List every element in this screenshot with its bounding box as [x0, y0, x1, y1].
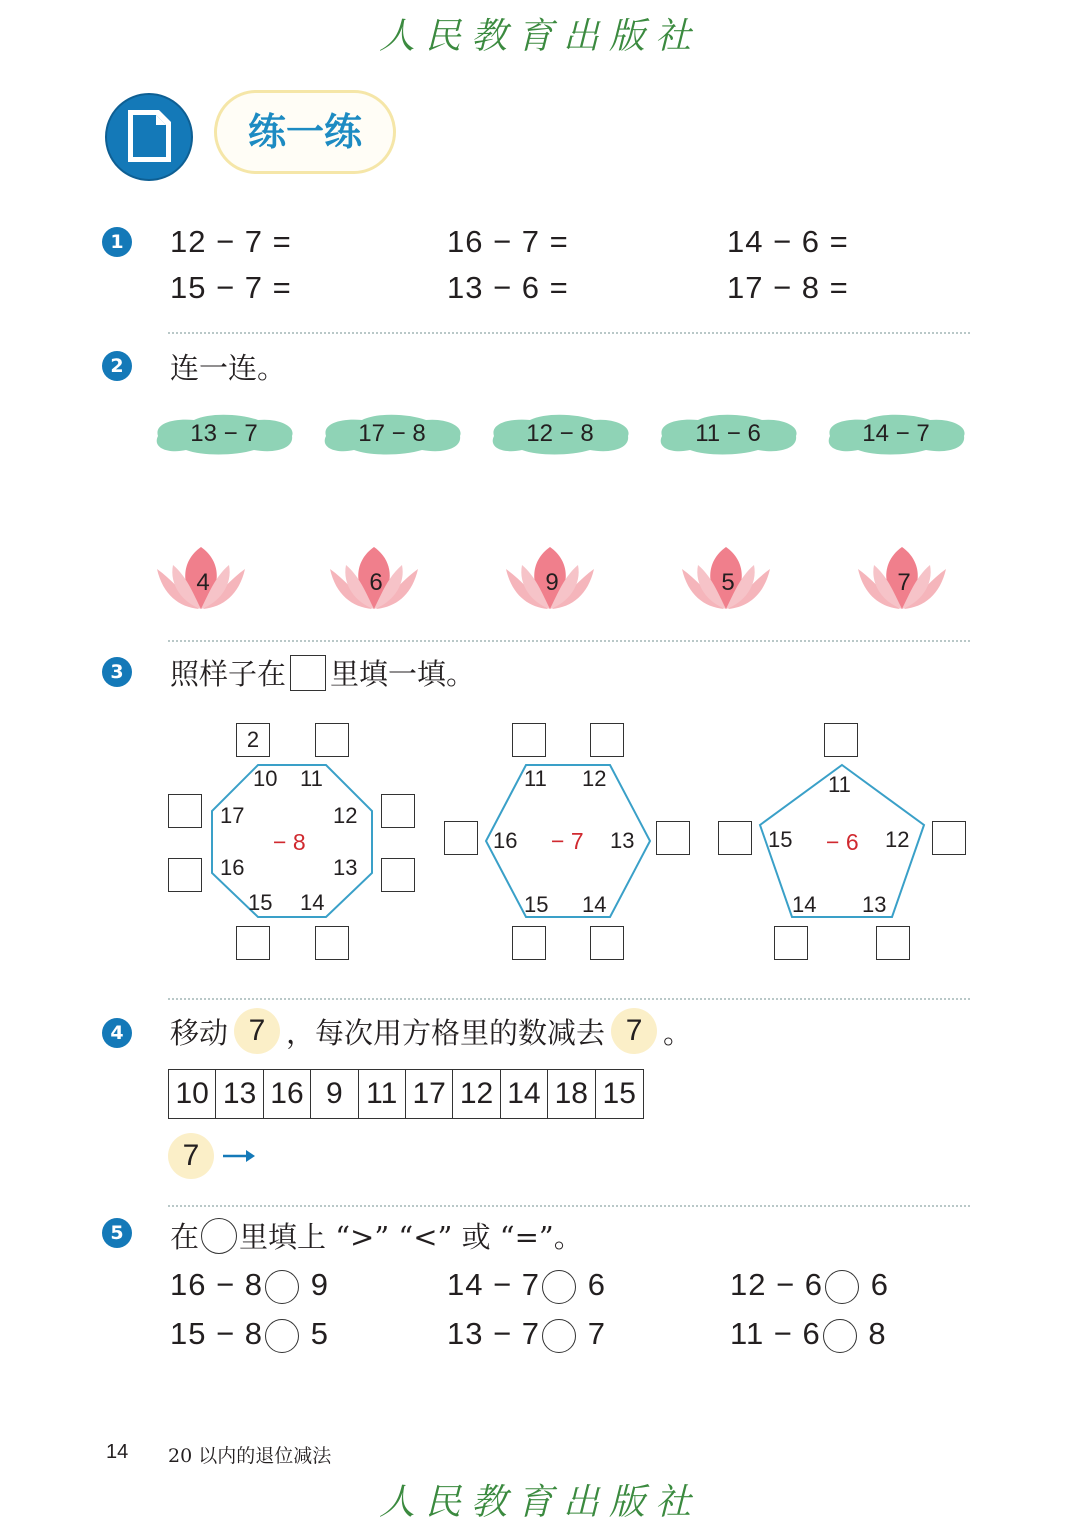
compare-right: 8 [868, 1316, 887, 1351]
compare-right: 5 [310, 1316, 329, 1351]
strip-cell: 14 [501, 1070, 548, 1118]
question-1-badge: 1 [102, 227, 132, 257]
strip-cell: 12 [453, 1070, 500, 1118]
divider [168, 640, 970, 642]
pentagon-number: 13 [862, 892, 887, 917]
hexagon-number: 16 [493, 828, 518, 853]
hexagon-number: 12 [582, 766, 607, 791]
answer-circle[interactable] [265, 1319, 299, 1353]
q5-title-a: 在 [170, 1220, 200, 1254]
q2-title: 连一连。 [170, 351, 287, 385]
start-number-chip: 7 [168, 1133, 214, 1179]
q4-title-b: ，每次用方格里的数减去 [286, 1015, 606, 1050]
answer-box[interactable] [824, 723, 858, 757]
q3-title [170, 652, 475, 693]
leaf-expression: 13 − 7 [190, 420, 258, 447]
answer-box[interactable] [236, 926, 270, 960]
compare-left: 16 − 8 [170, 1267, 264, 1302]
lotus-number: 6 [369, 569, 383, 596]
compare-right: 6 [587, 1267, 606, 1302]
lotus-number: 4 [196, 569, 210, 596]
hexagon-number: 15 [524, 892, 549, 917]
compare-item [447, 1267, 606, 1304]
leaf-expression: 14 − 7 [862, 420, 930, 447]
answer-box[interactable] [774, 926, 808, 960]
octagon-number: 13 [333, 855, 358, 880]
octagon-operation: − 8 [273, 829, 306, 855]
compare-left: 15 − 8 [170, 1316, 264, 1351]
lily-pad [318, 410, 466, 458]
question-4-badge: 4 [102, 1018, 132, 1048]
question-5-badge: 5 [102, 1218, 132, 1248]
q3-title-after: 里填一填。 [330, 657, 476, 691]
answer-circle[interactable] [823, 1319, 857, 1353]
q1-item: 12 − 7 = [170, 224, 292, 259]
lotus-flower [854, 545, 950, 613]
compare-item [170, 1267, 329, 1304]
section-title: 练一练 [247, 109, 362, 154]
publisher-watermark-bottom: 人民教育出版社 [378, 1482, 701, 1523]
octagon-number: 16 [220, 855, 245, 880]
lotus-flower [326, 545, 422, 613]
compare-right: 6 [870, 1267, 889, 1302]
pentagon-number: 12 [885, 827, 910, 852]
number-strip [168, 1069, 644, 1119]
pentagon-number: 11 [828, 772, 851, 797]
lotus-number: 5 [721, 569, 735, 596]
strip-cell: 15 [602, 1077, 636, 1110]
answer-box[interactable] [168, 858, 202, 892]
practice-document-icon [104, 92, 190, 178]
strip-cell: 11 [359, 1070, 406, 1118]
pentagon-number: 14 [792, 892, 817, 917]
answer-circle[interactable] [542, 1270, 576, 1304]
octagon-number: 11 [300, 766, 323, 791]
q4-title-c: 。 [663, 1015, 693, 1050]
section-title-pill [214, 90, 396, 174]
divider [168, 1205, 970, 1207]
arrow-right-icon [222, 1148, 256, 1164]
strip-cell: 9 [311, 1070, 358, 1118]
lily-pad [486, 410, 634, 458]
q4-title-a: 移动 [170, 1015, 229, 1050]
lotus-number: 9 [545, 569, 559, 596]
leaf-expression: 11 − 6 [695, 420, 761, 447]
compare-right: 9 [310, 1267, 329, 1302]
lily-pad [822, 410, 970, 458]
compare-left: 14 − 7 [447, 1267, 541, 1302]
lily-pad [150, 410, 298, 458]
strip-cell: 18 [548, 1070, 595, 1118]
question-3-badge: 3 [102, 657, 132, 687]
hexagon-operation: − 7 [551, 828, 584, 854]
answer-box[interactable] [315, 926, 349, 960]
strip-cell: 16 [264, 1070, 311, 1118]
q5-title [170, 1215, 583, 1256]
q1-item: 15 − 7 = [170, 270, 292, 305]
compare-left: 11 − 6 [730, 1316, 821, 1351]
lotus-flower [153, 545, 249, 613]
answer-box[interactable] [168, 794, 202, 828]
lily-pad [654, 410, 802, 458]
octagon-number: 12 [333, 803, 358, 828]
answer-box[interactable] [590, 926, 624, 960]
lotus-number: 7 [897, 569, 911, 596]
answer-box[interactable] [656, 821, 690, 855]
answer-box-sample [290, 655, 326, 691]
publisher-watermark-top: 人民教育出版社 [378, 16, 701, 57]
octagon-number: 17 [220, 803, 245, 828]
answer-box[interactable] [444, 821, 478, 855]
divider [168, 332, 970, 334]
compare-item [730, 1316, 887, 1353]
answer-circle[interactable] [265, 1270, 299, 1304]
answer-box[interactable] [590, 723, 624, 757]
leaf-expression: 12 − 8 [526, 420, 594, 447]
q3-title-before: 照样子在 [170, 657, 287, 691]
answer-box[interactable] [876, 926, 910, 960]
answer-box[interactable] [718, 821, 752, 855]
strip-cell: 10 [169, 1070, 216, 1118]
number-chip: 7 [234, 1008, 280, 1054]
answer-circle[interactable] [825, 1270, 859, 1304]
compare-item [170, 1316, 329, 1353]
lotus-flower [678, 545, 774, 613]
answer-box[interactable] [381, 858, 415, 892]
compare-item [730, 1267, 889, 1304]
q1-item: 14 − 6 = [727, 224, 849, 259]
chapter-title: 20 以内的退位减法 [168, 1445, 332, 1467]
strip-cell: 17 [406, 1070, 453, 1118]
q1-item: 17 − 8 = [727, 270, 849, 305]
compare-left: 12 − 6 [730, 1267, 824, 1302]
octagon-number: 10 [253, 766, 278, 791]
question-2-badge: 2 [102, 351, 132, 381]
compare-right: 7 [587, 1316, 606, 1351]
divider [168, 998, 970, 1000]
answer-circle[interactable] [542, 1319, 576, 1353]
page-number: 14 [106, 1441, 129, 1463]
strip-cell: 13 [216, 1070, 263, 1118]
pentagon-number: 15 [768, 827, 793, 852]
octagon-number: 14 [300, 890, 325, 915]
answer-box[interactable] [512, 926, 546, 960]
q1-item: 16 − 7 = [447, 224, 569, 259]
answer-box[interactable] [512, 723, 546, 757]
octagon-number: 15 [248, 890, 273, 915]
pentagon-operation: − 6 [826, 829, 859, 855]
compare-left: 13 − 7 [447, 1316, 541, 1351]
leaf-expression: 17 − 8 [358, 420, 426, 447]
number-chip: 7 [611, 1008, 657, 1054]
hexagon-number: 13 [610, 828, 635, 853]
q1-item: 13 − 6 = [447, 270, 569, 305]
compare-item [447, 1316, 606, 1353]
answer-box[interactable] [381, 794, 415, 828]
answer-box: 2 [236, 723, 270, 757]
hexagon-number: 11 [524, 766, 547, 791]
q4-title [170, 1008, 692, 1054]
answer-box[interactable] [932, 821, 966, 855]
q5-title-b: 里填上 “>” “<” 或 “=”。 [239, 1220, 583, 1254]
lotus-flower [502, 545, 598, 613]
answer-circle-sample [201, 1218, 237, 1254]
answer-box[interactable] [315, 723, 349, 757]
hexagon-number: 14 [582, 892, 607, 917]
